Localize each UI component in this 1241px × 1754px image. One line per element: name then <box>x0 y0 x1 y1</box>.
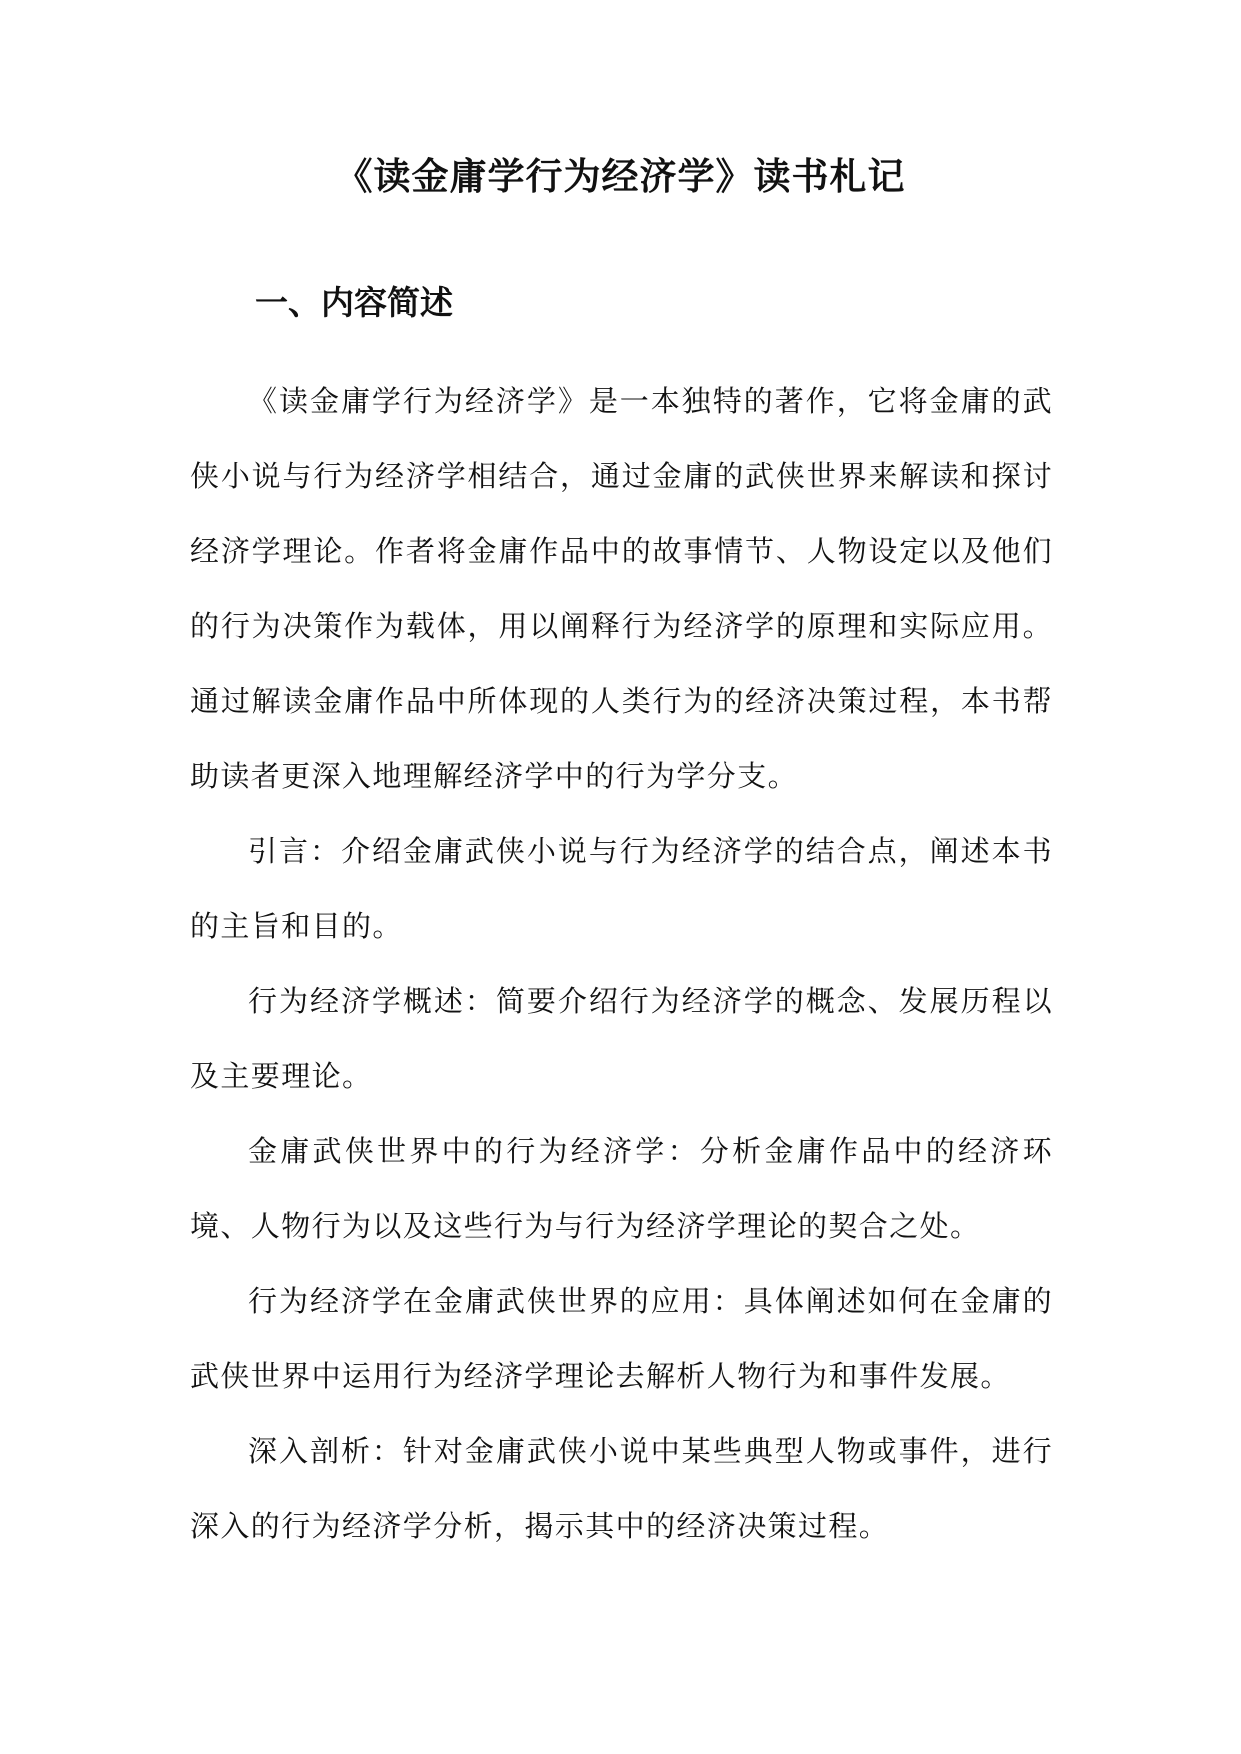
paragraph-in-depth: 深入剖析：针对金庸武侠小说中某些典型人物或事件，进行深入的行为经济学分析，揭示其中的经济决策过程。 <box>190 1434 1053 1543</box>
paragraph-introduction: 引言：介绍金庸武侠小说与行为经济学的结合点，阐述本书的主旨和目的。 <box>190 834 1053 943</box>
section-heading: 一、内容简述 <box>255 283 453 322</box>
section-body <box>190 364 1053 1564</box>
document-title: 《读金庸学行为经济学》读书札记 <box>335 154 906 198</box>
paragraph-overview: 行为经济学概述：简要介绍行为经济学的概念、发展历程以及主要理论。 <box>190 984 1053 1093</box>
paragraph-application: 行为经济学在金庸武侠世界的应用：具体阐述如何在金庸的武侠世界中运用行为经济学理论去解析人物行为和事件发展。 <box>190 1284 1053 1393</box>
paragraph-wuxia-world: 金庸武侠世界中的行为经济学：分析金庸作品中的经济环境、人物行为以及这些行为与行为经济学理论的契合之处。 <box>190 1134 1053 1243</box>
paragraph-summary: 《读金庸学行为经济学》是一本独特的著作，它将金庸的武侠小说与行为经济学相结合，通过金庸的武侠世界来解读和探讨经济学理论。作者将金庸作品中的故事情节、人物设定以及他们的行为决策作为载体，用以阐释行为经济学的原理和实际应用。通过解读金庸作品中所体现的人类行为的经济决策过程，本书帮助读者更深入地理解经济学中的行为学分支。 <box>190 384 1053 793</box>
